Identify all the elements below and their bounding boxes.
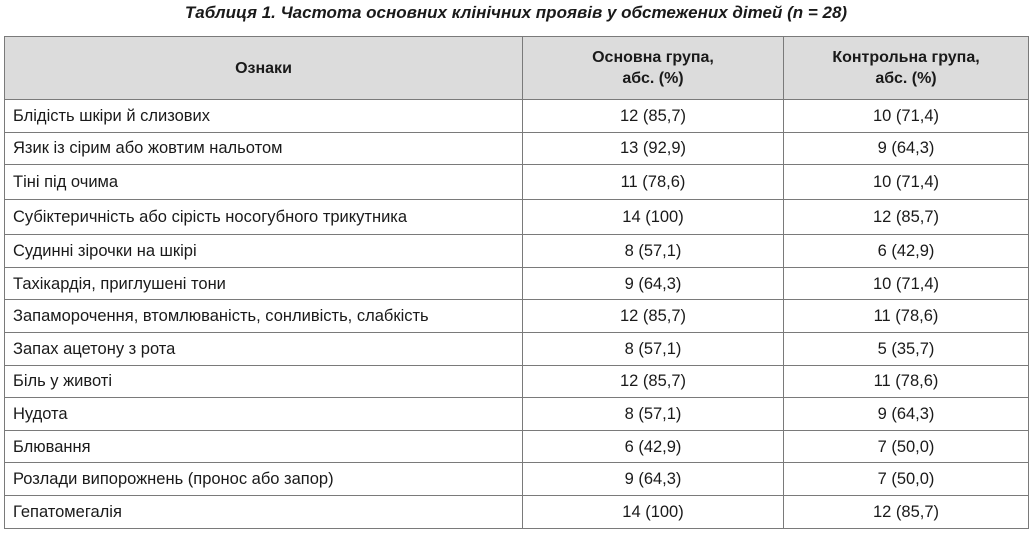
cell-main-group: 12 (85,7) — [523, 300, 784, 333]
table-row — [5, 398, 1029, 431]
cell-sign: Запаморочення, втомлюваність, сонливість, слабкість — [5, 300, 523, 333]
cell-control-group: 5 (35,7) — [784, 332, 1029, 365]
cell-sign: Блювання — [5, 430, 523, 463]
table-row — [5, 100, 1029, 133]
cell-control-group: 12 (85,7) — [784, 495, 1029, 528]
cell-main-group: 14 (100) — [523, 200, 784, 235]
table-row — [5, 200, 1029, 235]
cell-main-group: 12 (85,7) — [523, 365, 784, 398]
cell-control-group: 7 (50,0) — [784, 430, 1029, 463]
clinical-signs-table — [4, 36, 1029, 529]
cell-main-group: 13 (92,9) — [523, 132, 784, 165]
cell-main-group: 11 (78,6) — [523, 165, 784, 200]
cell-sign: Тіні під очима — [5, 165, 523, 200]
cell-sign: Язик із сірим або жовтим нальотом — [5, 132, 523, 165]
table-row — [5, 332, 1029, 365]
cell-main-group: 9 (64,3) — [523, 267, 784, 300]
cell-sign: Тахікардія, приглушені тони — [5, 267, 523, 300]
header-main-line2: абс. (%) — [622, 70, 684, 87]
cell-control-group: 10 (71,4) — [784, 267, 1029, 300]
table-body — [5, 100, 1029, 529]
table-row — [5, 165, 1029, 200]
cell-main-group: 12 (85,7) — [523, 100, 784, 133]
table-row — [5, 235, 1029, 268]
cell-main-group: 14 (100) — [523, 495, 784, 528]
table-row — [5, 463, 1029, 496]
cell-sign: Субіктеричність або сірість носогубного трикутника — [5, 200, 523, 235]
cell-control-group: 7 (50,0) — [784, 463, 1029, 496]
cell-control-group: 6 (42,9) — [784, 235, 1029, 268]
cell-control-group: 10 (71,4) — [784, 165, 1029, 200]
cell-control-group: 9 (64,3) — [784, 398, 1029, 431]
cell-main-group: 8 (57,1) — [523, 332, 784, 365]
cell-control-group: 9 (64,3) — [784, 132, 1029, 165]
cell-sign: Запах ацетону з рота — [5, 332, 523, 365]
cell-sign: Біль у животі — [5, 365, 523, 398]
table-row — [5, 365, 1029, 398]
cell-sign: Судинні зірочки на шкірі — [5, 235, 523, 268]
header-signs — [5, 37, 523, 100]
table-row — [5, 495, 1029, 528]
cell-main-group: 8 (57,1) — [523, 235, 784, 268]
header-main-group — [523, 37, 784, 100]
table-row — [5, 300, 1029, 333]
table-caption: Таблиця 1. Частота основних клінічних проявів у обстежених дітей (n = 28) — [184, 3, 848, 22]
cell-control-group: 11 (78,6) — [784, 365, 1029, 398]
header-main-line1: Основна група, — [592, 49, 714, 66]
cell-control-group: 10 (71,4) — [784, 100, 1029, 133]
cell-sign: Гепатомегалія — [5, 495, 523, 528]
header-signs-label: Ознаки — [235, 59, 292, 77]
cell-sign: Блідість шкіри й слизових — [5, 100, 523, 133]
table-row — [5, 430, 1029, 463]
cell-sign: Нудота — [5, 398, 523, 431]
cell-control-group: 12 (85,7) — [784, 200, 1029, 235]
table-row — [5, 267, 1029, 300]
table-header-row — [5, 37, 1029, 100]
cell-main-group: 8 (57,1) — [523, 398, 784, 431]
header-control-group — [784, 37, 1029, 100]
table-row — [5, 132, 1029, 165]
cell-main-group: 9 (64,3) — [523, 463, 784, 496]
header-control-line1: Контрольна група, — [832, 49, 980, 66]
cell-sign: Розлади випорожнень (пронос або запор) — [5, 463, 523, 496]
cell-control-group: 11 (78,6) — [784, 300, 1029, 333]
cell-main-group: 6 (42,9) — [523, 430, 784, 463]
header-control-line2: абс. (%) — [875, 70, 937, 87]
